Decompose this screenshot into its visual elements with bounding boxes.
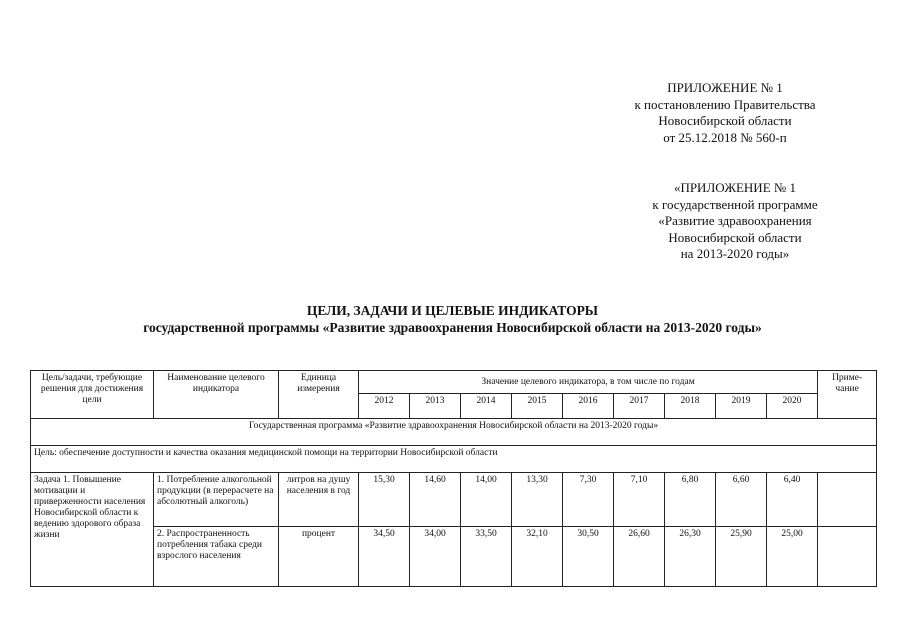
goal-row [31, 446, 877, 473]
value-cell: 30,50 [563, 527, 614, 587]
value-cell: 34,50 [359, 527, 410, 587]
value-cell: 26,30 [665, 527, 716, 587]
goal-row-cell: Цель: обеспечение доступности и качества оказания медицинской помощи на территории Новосибирской области [31, 446, 877, 473]
table-row [31, 527, 877, 587]
note-cell [818, 527, 877, 587]
header-unit: Единица измерения [279, 371, 359, 419]
annex2-line-4: Новосибирской области [668, 229, 802, 245]
annex-header-resolution [600, 80, 850, 146]
value-cell: 6,80 [665, 473, 716, 527]
year-cell: 2017 [614, 394, 665, 419]
table-row [31, 473, 877, 527]
value-cell: 13,30 [512, 473, 563, 527]
value-cell: 6,60 [716, 473, 767, 527]
header-values: Значение целевого индикатора, в том числе по годам [359, 371, 818, 394]
value-cell: 26,60 [614, 527, 665, 587]
year-cell: 2013 [410, 394, 461, 419]
annex2-line-1: «ПРИЛОЖЕНИЕ № 1 [673, 180, 797, 195]
annex1-line-1: ПРИЛОЖЕНИЕ № 1 [667, 80, 783, 95]
value-cell: 32,10 [512, 527, 563, 587]
value-cell: 7,30 [563, 473, 614, 527]
value-cell: 15,30 [359, 473, 410, 527]
program-row [31, 419, 877, 446]
annex-header-program [610, 180, 860, 263]
header-indicator: Наименование целевого индикатора [154, 371, 279, 419]
header-note: Приме-чание [818, 371, 877, 419]
value-cell: 7,10 [614, 473, 665, 527]
annex2-line-2: к государственной программе [652, 196, 818, 212]
year-cell: 2020 [767, 394, 818, 419]
unit-cell: процент [279, 527, 359, 587]
year-cell: 2015 [512, 394, 563, 419]
year-cell: 2018 [665, 394, 716, 419]
value-cell: 25,00 [767, 527, 818, 587]
year-cell: 2012 [359, 394, 410, 419]
indicator-cell: 2. Распространенность потребления табака среди взрослого населения [154, 527, 279, 587]
annex1-line-3: Новосибирской области [658, 113, 792, 128]
note-cell [818, 473, 877, 527]
value-cell: 14,00 [461, 473, 512, 527]
year-cell: 2019 [716, 394, 767, 419]
annex1-line-4: от 25.12.2018 № 560-п [663, 129, 787, 145]
value-cell: 25,90 [716, 527, 767, 587]
annex2-line-5: на 2013-2020 годы» [680, 246, 790, 261]
year-cell: 2014 [461, 394, 512, 419]
value-cell: 33,50 [461, 527, 512, 587]
value-cell: 34,00 [410, 527, 461, 587]
title-line-2: государственной программы «Развитие здравоохранения Новосибирской области на 2013-2020 годы» [143, 320, 762, 335]
table-header-row [31, 371, 877, 394]
program-row-cell: Государственная программа «Развитие здравоохранения Новосибирской области на 2013-2020 годы» [31, 419, 877, 446]
task-cell: Задача 1. Повышение мотивации и приверженности населения Новосибирской области к ведению здорового образа жизни [31, 473, 154, 587]
indicator-cell: 1. Потребление алкогольной продукции (в перерасчете на абсолютный алкоголь) [154, 473, 279, 527]
value-cell: 14,60 [410, 473, 461, 527]
title-line-1: ЦЕЛИ, ЗАДАЧИ И ЦЕЛЕВЫЕ ИНДИКАТОРЫ [306, 303, 599, 318]
value-cell: 6,40 [767, 473, 818, 527]
unit-cell: литров на душу населения в год [279, 473, 359, 527]
header-goal: Цель/задачи, требующие решения для достижения цели [31, 371, 154, 419]
year-cell: 2016 [563, 394, 614, 419]
annex2-line-3: «Развитие здравоохранения [658, 213, 812, 228]
document-title [0, 302, 905, 336]
annex1-line-2: к постановлению Правительства [634, 96, 816, 112]
indicators-table [30, 370, 877, 587]
